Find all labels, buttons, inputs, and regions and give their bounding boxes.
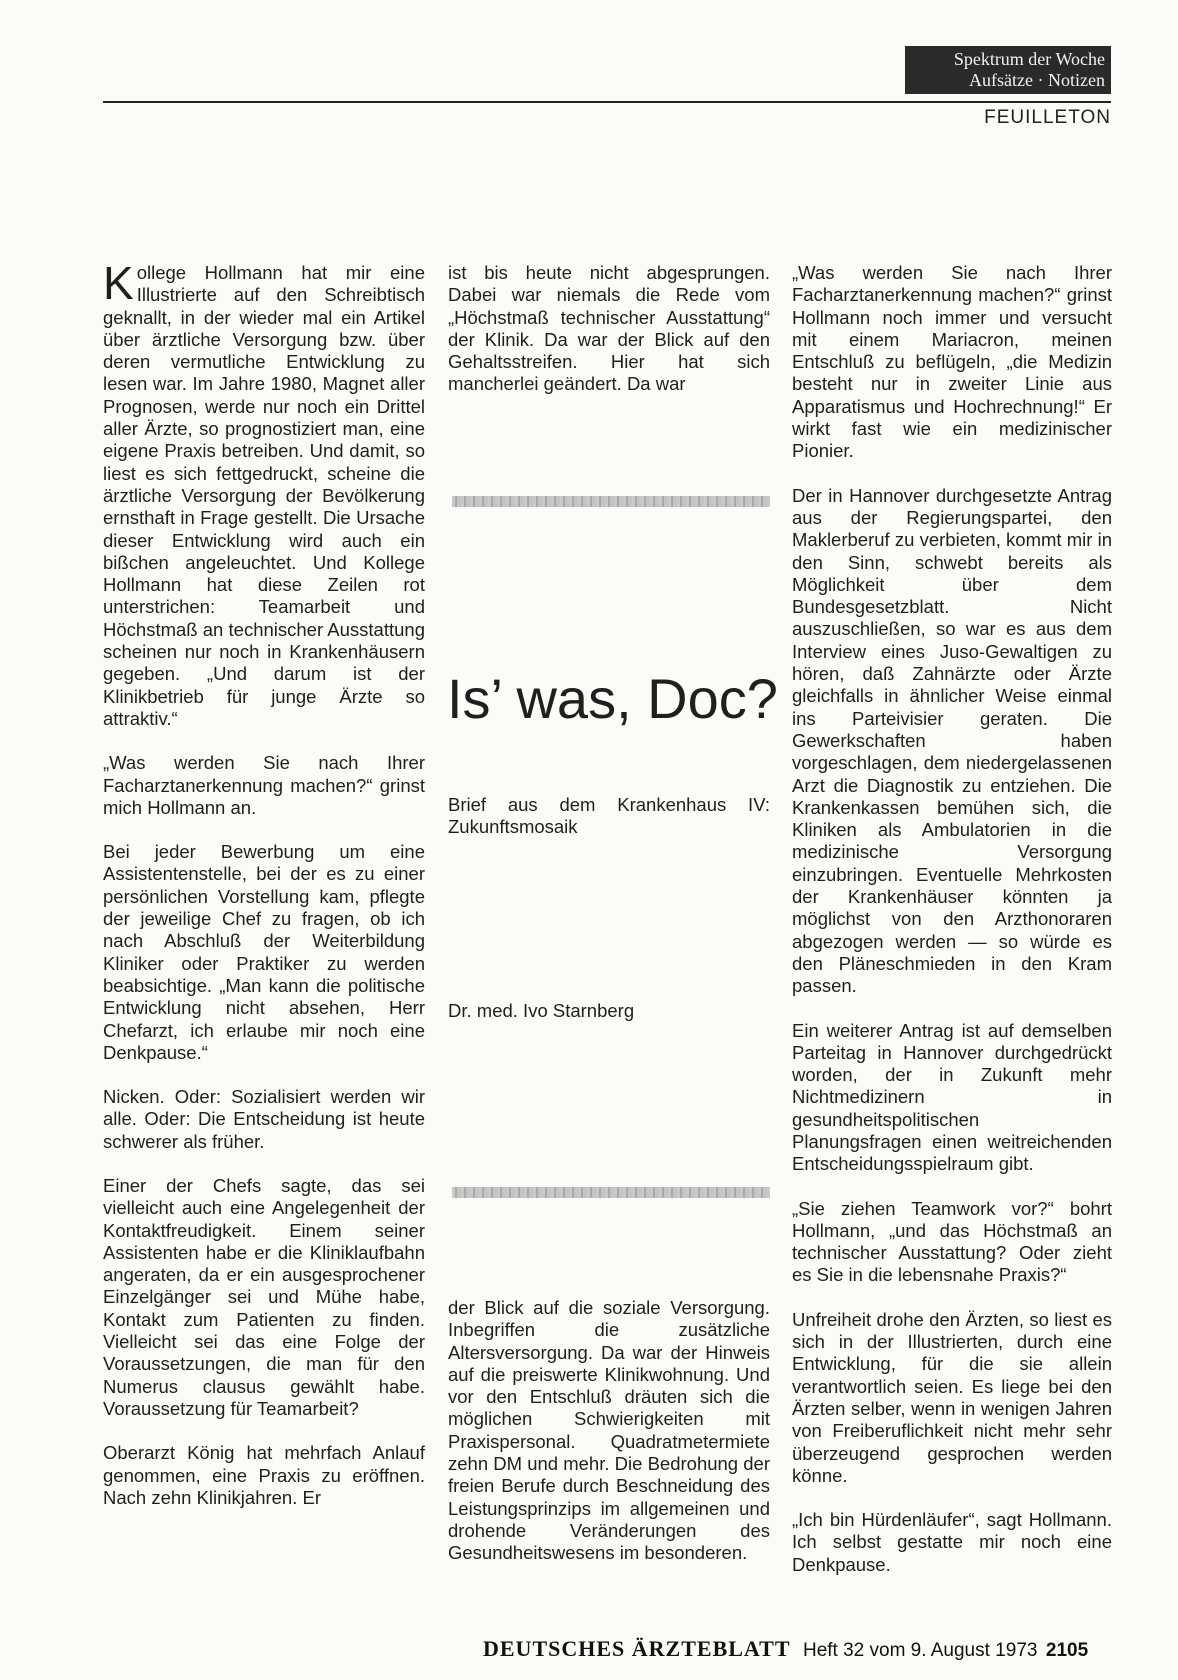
footer-page-number: 2105 (1045, 1640, 1089, 1661)
header-box-line2: Aufsätze · Notizen (969, 70, 1105, 90)
page-footer (483, 1636, 1088, 1662)
column-middle-bottom (448, 1297, 770, 1587)
paragraph: ist bis heute nicht abgesprungen. Dabei war niemals die Rede vom „Höchstmaß technischer Ausstattung“ der Klinik. Da war der Blick auf den Gehaltsstreifen. Hier hat sich mancherlei geändert. Da war (448, 262, 770, 395)
paragraph: Bei jeder Bewerbung um eine Assistentenstelle, bei der es zu einer persönlichen Vorstellung kam, pflegte der jeweilige Chef zu fragen, ob ich nach Abschluß der Weiterbildung Kliniker oder Praktiker zu werden beabsichtige. „Man kann die politische Entwicklung nicht absehen, Herr Chefarzt, ich erlaube mir noch eine Denkpause.“ (103, 841, 425, 1063)
column-left (103, 257, 425, 1531)
decorative-grey-bar (452, 1187, 770, 1198)
section-label: FEUILLETON (984, 107, 1111, 128)
drop-cap: K (103, 257, 134, 309)
paragraph: Kollege Hollmann hat mir eine Illustrierte auf den Schreibtisch geknallt, in der wieder mal ein Artikel über ärztliche Versorgung bzw. über deren vermutliche Entwicklung zu lesen war. Im Jahre 1980, Magnet aller Prognosen, werde nur noch ein Drittel aller Ärzte, so prognostiziert man, eine eigene Praxis betreiben. Und damit, so liest es sich fettgedruckt, scheine die ärztliche Versorgung der Bevölkerung ernsthaft in Frage gestellt. Die Ursache dieser Entwicklung wird auch ein bißchen angeleuchtet. Und Kollege Hollmann hat diese Zeilen rot unterstrichen: Teamarbeit und Höchstmaß an technischer Ausstattung scheinen nur noch in Krankenhäusern gegeben. „Und darum ist der Klinikbetrieb für junge Ärzte so attraktiv.“ (103, 257, 425, 729)
column-right (792, 262, 1112, 1598)
paragraph: Einer der Chefs sagte, das sei vielleicht auch eine Angelegenheit der Kontaktfreudigkeit. Einem seiner Assistenten habe er die Kliniklaufbahn angeraten, da er ein ausgesprochener Einzelgänger sei und Mühe habe, Kontakt zum Patienten zu finden. Vielleicht sei das eine Folge der Voraussetzungen, die man für den Numerus clausus gewählt habe. Voraussetzung für Teamarbeit? (103, 1174, 425, 1419)
column-middle-top (448, 262, 770, 418)
paragraph: Oberarzt König hat mehrfach Anlauf genommen, eine Praxis zu eröffnen. Nach zehn Klinikjahren. Er (103, 1442, 425, 1508)
decorative-grey-bar (452, 496, 770, 507)
article-title: Is’ was, Doc? (447, 667, 778, 730)
paragraph: „Ich bin Hürdenläufer“, sagt Hollmann. Ich selbst gestatte mir noch eine Denkpause. (792, 1509, 1112, 1575)
paragraph: „Was werden Sie nach Ihrer Facharztanerkennung machen?“ grinst Hollmann noch immer und versucht mit einem Mariacron, meinen Entschluß zu beflügeln, „die Medizin besteht nur in zweiter Linie aus Apparatismus und Hochrechnung!“ Er wirkt fast wie ein medizinischer Pionier. (792, 262, 1112, 462)
article-author: Dr. med. Ivo Starnberg (448, 1000, 635, 1021)
paragraph: „Sie ziehen Teamwork vor?“ bohrt Hollmann, „und das Höchstmaß an technischer Ausstattung? Oder zieht es Sie in die lebensnahe Praxis?“ (792, 1197, 1112, 1286)
paragraph: Nicken. Oder: Sozialisiert werden wir alle. Oder: Die Entscheidung ist heute schwerer als früher. (103, 1086, 425, 1152)
paragraph: „Was werden Sie nach Ihrer Facharztanerkennung machen?“ grinst mich Hollmann an. (103, 752, 425, 818)
paragraph: Ein weiterer Antrag ist auf demselben Parteitag in Hannover durchgedrückt worden, der in Zukunft mehr Nichtmedizinern in gesundheitspolitischen Planungsfragen einen weitreichenden Entscheidungsspielraum gibt. (792, 1019, 1112, 1175)
footer-issue: Heft 32 vom 9. August 1973 (802, 1640, 1038, 1661)
paragraph: Der in Hannover durchgesetzte Antrag aus der Regierungspartei, den Maklerberuf zu verbieten, kommt mir in den Sinn, schwebt bereits als Möglichkeit über dem Bundesgesetzblatt. Nicht auszuschließen, so war es aus dem Interview eines Juso-Gewaltigen zu hören, daß Zahnärzte oder Ärzte gleichfalls in ähnlicher Weise einmal ins Parteivisier geraten. Die Gewerkschaften haben vorgeschlagen, dem niedergelassenen Arzt die Diagnostik zu entziehen. Die Krankenkassen bemühen sich, die Kliniken als Ambulatorien in die medizinische Versorgung einzubringen. Eventuelle Mehrkosten der Krankenhäuser könnten ja möglichst von den Arzthonoraren abgezogen werden — so würde es den Pläneschmieden in den Kram passen. (792, 484, 1112, 997)
header-box-line1: Spektrum der Woche (953, 49, 1105, 69)
section-header-box (905, 46, 1111, 94)
paragraph: Unfreiheit drohe den Ärzten, so liest es sich in der Illustrierten, durch eine Entwicklung, für die sie allein verantwortlich seien. Es liege bei den Ärzten selber, wenn in wenigen Jahren von Freiberuflichkeit nicht mehr sehr überzeugend gesprochen werden könne. (792, 1308, 1112, 1486)
article-subtitle: Brief aus dem Krankenhaus IV: Zukunftsmosaik (448, 794, 770, 837)
footer-journal-name: DEUTSCHES ÄRZTEBLATT (483, 1636, 791, 1661)
header-rule (103, 101, 1111, 103)
paragraph: der Blick auf die soziale Versorgung. Inbegriffen die zusätzliche Altersversorgung. Da war der Hinweis auf die preiswerte Klinikwohnung. Und vor den Entschluß dräuten sich die möglichen Schwierigkeiten mit Praxispersonal. Quadratmetermiete zehn DM und mehr. Die Bedrohung der freien Berufe durch Beschneidung des Leistungsprinzips im allgemeinen und drohende Veränderungen des Gesundheitswesens im besonderen. (448, 1297, 770, 1564)
